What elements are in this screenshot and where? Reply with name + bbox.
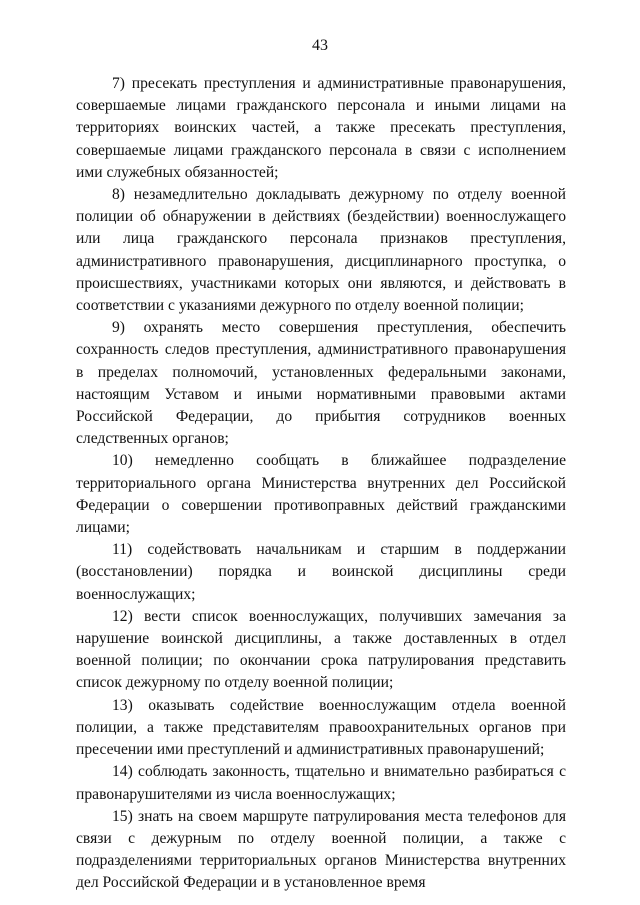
paragraph-item-8: 8) незамедлительно докладывать дежурному по отделу военной полиции об обнаружении в действиях (бездействии) военнослужащего или лица гражданского персонала признаков преступления, административного правонарушения, дисциплинарного проступка, о происшествиях, участниками которых они являются, и действовать в соответствии с указаниями дежурного по отделу военной полиции; [76, 186, 566, 315]
paragraph-item-14: 14) соблюдать законность, тщательно и внимательно разбираться с правонарушителями из числа военнослужащих; [76, 763, 566, 803]
paragraph-item-12: 12) вести список военнослужащих, получивших замечания за нарушение воинской дисциплины, а также доставленных в отдел военной полиции; по окончании срока патрулирования представить список дежурному по отделу военной полиции; [76, 607, 566, 692]
paragraph-item-7: 7) пресекать преступления и административные правонарушения, совершаемые лицами гражданского персонала и иными лицами на территориях воинских частей, а также пресекать преступления, совершаемые лицами гражданского персонала в связи с исполнением ими служебных обязанностей; [76, 75, 566, 181]
page-number: 43 [312, 37, 328, 54]
paragraph-item-11: 11) содействовать начальникам и старшим в поддержании (восстановлении) порядка и воинской дисциплины среди военнослужащих; [76, 541, 566, 603]
paragraph-item-10: 10) немедленно сообщать в ближайшее подразделение территориального органа Министерства внутренних дел Российской Федерации о совершении противоправных действий гражданскими лицами; [76, 452, 566, 537]
document-body [76, 73, 566, 895]
paragraph-item-15: 15) знать на своем маршруте патрулирования места телефонов для связи с дежурным по отделу военной полиции, а также с подразделениями территориальных органов Министерства внутренних дел Российской Федерации и в установленное время [76, 807, 566, 892]
paragraph-item-9: 9) охранять место совершения преступления, обеспечить сохранность следов преступления, административного правонарушения в пределах полномочий, установленных федеральными законами, настоящим Уставом и иными нормативными правовыми актами Российской Федерации, до прибытия сотрудников военных следственных органов; [76, 319, 566, 448]
paragraph-item-13: 13) оказывать содействие военнослужащим отдела военной полиции, а также представителям правоохранительных органов при пресечении ими преступлений и административных правонарушений; [76, 696, 566, 759]
